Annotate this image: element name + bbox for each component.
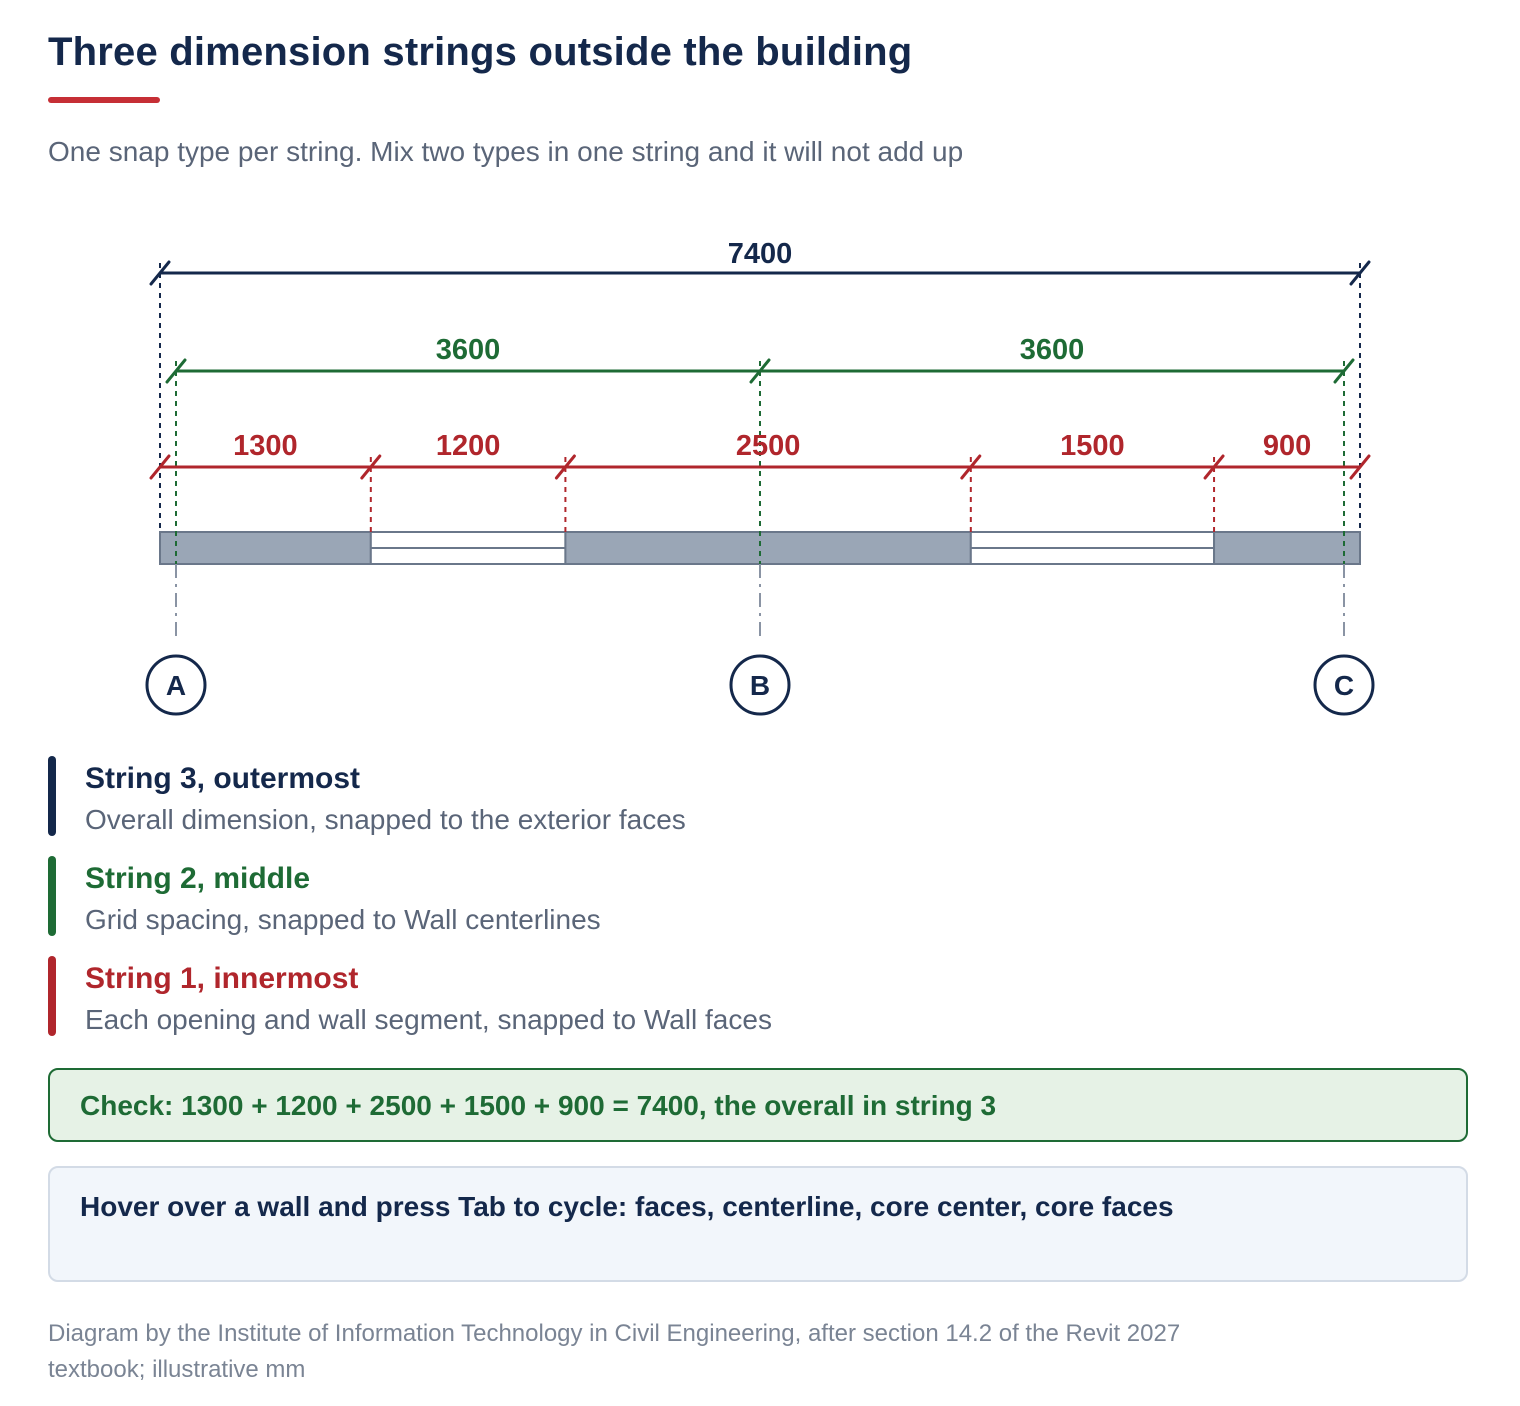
extension-lines — [160, 263, 1360, 564]
dimension-label: 2500 — [735, 430, 801, 462]
footer-caption: Diagram by the Institute of Information Technology in Civil Engineering, after section 14.2 of the Revit 2027 textbook; illustrative mm — [48, 1320, 1181, 1383]
dimension-label: 900 — [1262, 430, 1312, 462]
dimension-string-3 — [151, 238, 1369, 284]
check-callout — [48, 1068, 1468, 1142]
page-title: Three dimension strings outside the building — [48, 30, 913, 74]
legend-description: Grid spacing, snapped to Wall centerlines — [85, 904, 601, 935]
legend-title: String 2, middle — [85, 862, 311, 895]
tip-callout — [48, 1166, 1468, 1282]
legend-item-string-1 — [48, 956, 1148, 1056]
wall-segment — [160, 532, 371, 564]
dimension-label: 3600 — [1019, 334, 1085, 366]
grid-label: B — [749, 670, 771, 701]
title-accent-rule — [48, 97, 160, 103]
wall-segment — [1214, 532, 1360, 564]
dimension-label: 1300 — [233, 430, 298, 462]
dimension-label: 3600 — [435, 334, 501, 366]
legend-title: String 1, innermost — [85, 962, 359, 995]
legend-item-string-2 — [48, 856, 1148, 956]
legend-item-string-3 — [48, 756, 1148, 856]
dimension-string-1 — [151, 430, 1369, 478]
legend-color-bar — [48, 856, 56, 936]
grid-label: C — [1333, 670, 1355, 701]
legend-description: Overall dimension, snapped to the exterior faces — [85, 804, 686, 835]
check-text: Check: 1300 + 1200 + 2500 + 1500 + 900 = 7400, the overall in string 3 — [80, 1090, 997, 1121]
dimension-diagram — [0, 200, 1520, 730]
dimension-label: 7400 — [727, 238, 793, 270]
grid-label: A — [165, 670, 187, 701]
legend-title: String 3, outermost — [85, 762, 361, 795]
wall-elevation — [160, 532, 1360, 564]
legend-color-bar — [48, 756, 56, 836]
dimension-label: 1500 — [1060, 430, 1125, 462]
legend — [48, 756, 1148, 1056]
tip-text: Hover over a wall and press Tab to cycle: faces, centerline, core center, core faces — [80, 1191, 1174, 1222]
grid-lines — [147, 564, 1373, 714]
legend-description: Each opening and wall segment, snapped to Wall faces — [85, 1004, 772, 1035]
legend-color-bar — [48, 956, 56, 1036]
page-subtitle: One snap type per string. Mix two types in one string and it will not add up — [48, 136, 964, 167]
wall-segment — [565, 532, 970, 564]
dimension-label: 1200 — [435, 430, 501, 462]
